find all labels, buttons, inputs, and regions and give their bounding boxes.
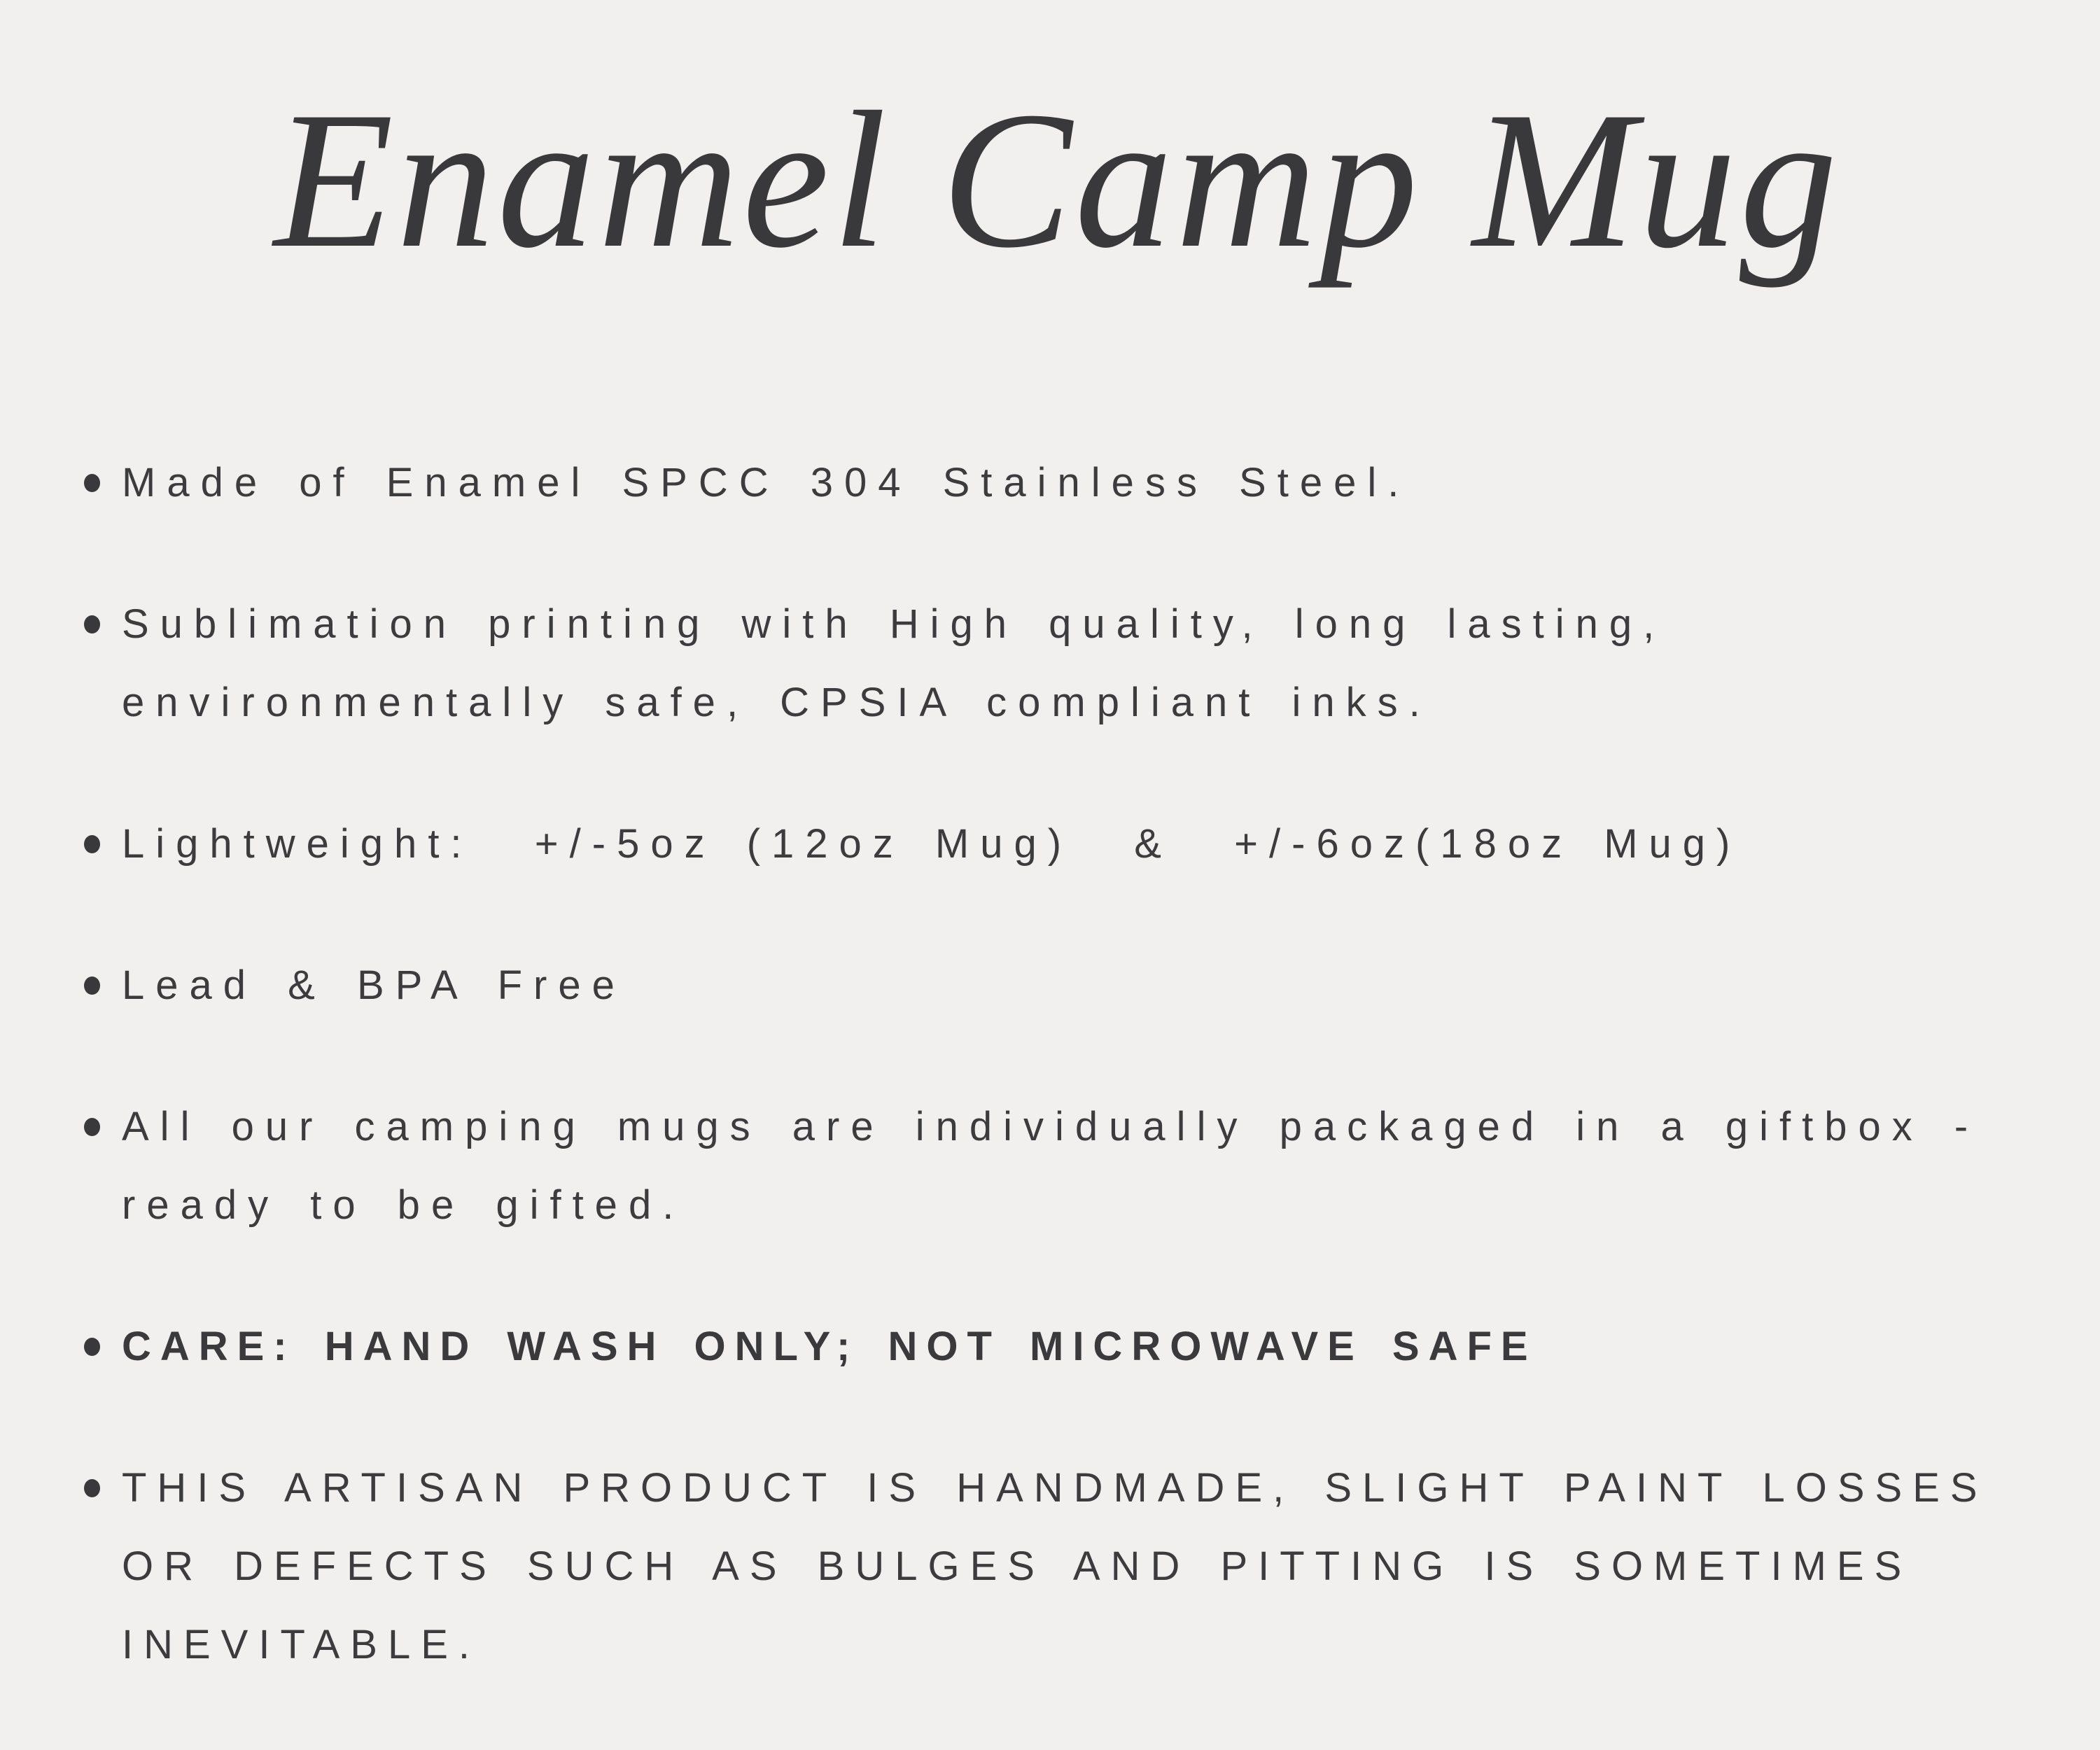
bullet-dot-icon xyxy=(84,1118,100,1136)
bullet-dot-icon xyxy=(84,474,100,492)
bullet-dot-icon xyxy=(84,615,100,634)
feature-item-care xyxy=(84,1308,2030,1386)
feature-item-disclaimer xyxy=(84,1449,2030,1684)
feature-item-weight xyxy=(84,805,2030,883)
bullet-dot-icon xyxy=(84,1338,100,1356)
feature-list xyxy=(84,444,2030,1684)
feature-text: Lead & BPA Free xyxy=(122,962,626,1008)
bullet-dot-icon xyxy=(84,976,100,995)
feature-item-material xyxy=(84,444,2030,522)
feature-text: THIS ARTISAN PRODUCT IS HANDMADE, SLIGHT PAINT LOSSES OR DEFECTS SUCH AS BULGES AND PITTING IS SOMETIMES INEVITABLE. xyxy=(122,1464,2018,1667)
feature-item-packaging xyxy=(84,1088,2030,1245)
bullet-dot-icon xyxy=(84,835,100,853)
feature-text: Made of Enamel SPCC 304 Stainless Steel. xyxy=(122,459,1410,505)
feature-text: Lightweight: +/-5oz (12oz Mug) & +/-6oz(18oz Mug) xyxy=(122,820,1742,867)
product-title: Enamel Camp Mug xyxy=(274,71,1840,288)
feature-text: Sublimation printing with High quality, long lasting, environmentally safe, CPSIA compliant inks. xyxy=(122,601,1697,725)
feature-text: CARE: HAND WASH ONLY; NOT MICROWAVE SAFE xyxy=(122,1323,1537,1369)
bullet-dot-icon xyxy=(84,1479,100,1497)
feature-text: All our camping mugs are individually packaged in a giftbox - ready to be gifted. xyxy=(122,1103,2010,1228)
feature-item-printing xyxy=(84,585,2030,742)
feature-item-safety xyxy=(84,946,2030,1025)
